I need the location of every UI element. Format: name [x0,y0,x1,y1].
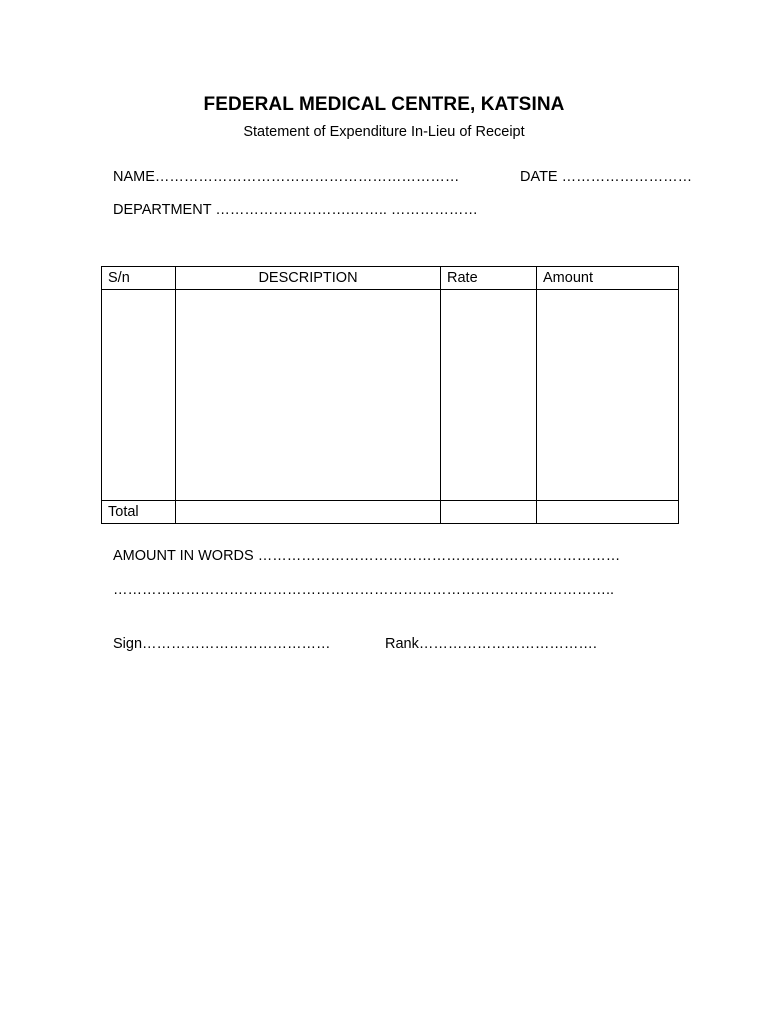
total-rate-cell[interactable] [441,501,537,524]
amount-in-words-continuation[interactable]: ………………………………………………………………………………………….. [113,582,615,598]
description-cell[interactable] [176,290,441,501]
amount-in-words-field[interactable]: AMOUNT IN WORDS ………………………………………………………………… [113,548,621,564]
column-header-rate: Rate [441,267,537,290]
column-header-description: DESCRIPTION [176,267,441,290]
column-header-amount: Amount [537,267,679,290]
sign-field[interactable]: Sign………………………………… [113,636,331,652]
table-total-row [102,501,679,524]
table-header-row [102,267,679,290]
name-field[interactable]: NAME……………………………………………………… [113,169,460,185]
expenditure-table [101,266,679,524]
page-title: FEDERAL MEDICAL CENTRE, KATSINA [203,94,565,115]
table-body-row [102,290,679,501]
amount-cell[interactable] [537,290,679,501]
date-field[interactable]: DATE ……………………… [520,169,693,185]
total-description-cell[interactable] [176,501,441,524]
total-amount-cell[interactable] [537,501,679,524]
total-label: Total [102,501,176,524]
department-field[interactable]: DEPARTMENT ……………………….…….. ……………… [113,202,478,218]
page-subtitle: Statement of Expenditure In-Lieu of Receipt [243,124,525,140]
column-header-sn: S/n [102,267,176,290]
rate-cell[interactable] [441,290,537,501]
sn-cell[interactable] [102,290,176,501]
rank-field[interactable]: Rank………………………………. [385,636,597,652]
